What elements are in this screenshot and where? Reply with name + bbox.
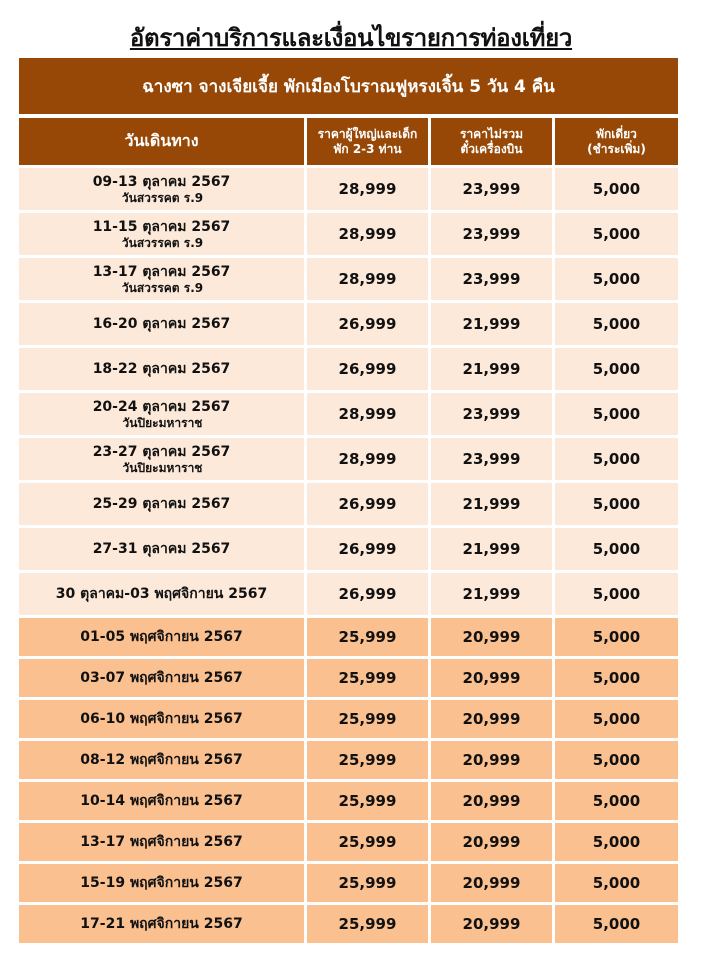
cell-price-adult bbox=[307, 393, 428, 435]
holiday-note: วันสวรรคต ร.9 bbox=[121, 235, 204, 250]
price-adult: 28,999 bbox=[338, 225, 397, 243]
cell-price-no-flight bbox=[431, 782, 552, 820]
header-single bbox=[555, 118, 678, 165]
cell-price-adult bbox=[307, 528, 428, 570]
price-single: 5,000 bbox=[592, 792, 641, 810]
cell-date bbox=[19, 700, 304, 738]
price-no-flight: 21,999 bbox=[462, 585, 521, 603]
cell-price-single bbox=[555, 213, 678, 255]
travel-date: 23-27 ตุลาคม 2567 bbox=[92, 443, 231, 460]
cell-price-single bbox=[555, 700, 678, 738]
travel-date: 18-22 ตุลาคม 2567 bbox=[92, 360, 231, 377]
cell-date bbox=[19, 258, 304, 300]
cell-price-no-flight bbox=[431, 864, 552, 902]
cell-date bbox=[19, 348, 304, 390]
price-single: 5,000 bbox=[592, 669, 641, 687]
price-no-flight: 21,999 bbox=[462, 495, 521, 513]
travel-date: 03-07 พฤศจิกายน 2567 bbox=[80, 669, 243, 686]
table-row bbox=[19, 258, 678, 300]
header-single-line2: (ชำระเพิ่ม) bbox=[587, 141, 646, 156]
price-adult: 25,999 bbox=[338, 669, 397, 687]
tour-banner: ฉางซา จางเจียเจี้ย พักเมืองโบราณฟูหรงเจิ้น 5 วัน 4 คืน bbox=[19, 58, 678, 114]
price-no-flight: 23,999 bbox=[462, 180, 521, 198]
cell-price-no-flight bbox=[431, 905, 552, 943]
price-adult: 26,999 bbox=[338, 540, 397, 558]
cell-price-no-flight bbox=[431, 573, 552, 615]
cell-date bbox=[19, 741, 304, 779]
cell-price-no-flight bbox=[431, 213, 552, 255]
table-row bbox=[19, 438, 678, 480]
price-no-flight: 23,999 bbox=[462, 405, 521, 423]
price-no-flight: 20,999 bbox=[462, 751, 521, 769]
cell-price-adult bbox=[307, 348, 428, 390]
cell-price-single bbox=[555, 741, 678, 779]
header-adult-line1: ราคาผู้ใหญ่และเด็ก bbox=[317, 126, 418, 141]
table-row bbox=[19, 741, 678, 779]
price-single: 5,000 bbox=[592, 315, 641, 333]
header-no-flight-line2: ตั๋วเครื่องบิน bbox=[460, 141, 523, 156]
header-adult bbox=[307, 118, 428, 165]
cell-price-no-flight bbox=[431, 823, 552, 861]
travel-date: 01-05 พฤศจิกายน 2567 bbox=[80, 628, 243, 645]
cell-price-no-flight bbox=[431, 348, 552, 390]
price-single: 5,000 bbox=[592, 915, 641, 933]
cell-price-adult bbox=[307, 618, 428, 656]
cell-date bbox=[19, 393, 304, 435]
table-row bbox=[19, 618, 678, 656]
price-single: 5,000 bbox=[592, 585, 641, 603]
cell-price-single bbox=[555, 618, 678, 656]
cell-date bbox=[19, 864, 304, 902]
price-no-flight: 21,999 bbox=[462, 315, 521, 333]
cell-price-single bbox=[555, 303, 678, 345]
price-adult: 25,999 bbox=[338, 792, 397, 810]
price-no-flight: 20,999 bbox=[462, 833, 521, 851]
cell-price-no-flight bbox=[431, 438, 552, 480]
table-row bbox=[19, 393, 678, 435]
cell-price-single bbox=[555, 348, 678, 390]
price-no-flight: 23,999 bbox=[462, 450, 521, 468]
cell-price-adult bbox=[307, 213, 428, 255]
cell-price-adult bbox=[307, 741, 428, 779]
table-row bbox=[19, 348, 678, 390]
holiday-note: วันปิยะมหาราช bbox=[122, 460, 203, 475]
header-date bbox=[19, 118, 304, 165]
cell-date bbox=[19, 483, 304, 525]
cell-date bbox=[19, 168, 304, 210]
price-no-flight: 23,999 bbox=[462, 225, 521, 243]
price-table bbox=[19, 118, 678, 946]
table-row bbox=[19, 659, 678, 697]
travel-date: 16-20 ตุลาคม 2567 bbox=[92, 315, 231, 332]
table-row bbox=[19, 905, 678, 943]
price-single: 5,000 bbox=[592, 710, 641, 728]
cell-price-adult bbox=[307, 864, 428, 902]
cell-price-no-flight bbox=[431, 258, 552, 300]
price-single: 5,000 bbox=[592, 270, 641, 288]
table-body bbox=[19, 168, 678, 943]
price-no-flight: 21,999 bbox=[462, 360, 521, 378]
header-adult-line2: พัก 2-3 ท่าน bbox=[333, 141, 402, 156]
holiday-note: วันสวรรคต ร.9 bbox=[121, 280, 204, 295]
table-row bbox=[19, 864, 678, 902]
cell-price-adult bbox=[307, 659, 428, 697]
table-row bbox=[19, 483, 678, 525]
price-no-flight: 20,999 bbox=[462, 792, 521, 810]
table-row bbox=[19, 700, 678, 738]
travel-date: 27-31 ตุลาคม 2567 bbox=[92, 540, 231, 557]
price-single: 5,000 bbox=[592, 360, 641, 378]
travel-date: 15-19 พฤศจิกายน 2567 bbox=[80, 874, 243, 891]
table-row bbox=[19, 573, 678, 615]
price-adult: 26,999 bbox=[338, 315, 397, 333]
travel-date: 11-15 ตุลาคม 2567 bbox=[92, 218, 231, 235]
cell-price-no-flight bbox=[431, 659, 552, 697]
cell-price-adult bbox=[307, 905, 428, 943]
table-row bbox=[19, 303, 678, 345]
price-adult: 26,999 bbox=[338, 360, 397, 378]
cell-price-no-flight bbox=[431, 303, 552, 345]
price-no-flight: 20,999 bbox=[462, 874, 521, 892]
holiday-note: วันสวรรคต ร.9 bbox=[121, 190, 204, 205]
cell-date bbox=[19, 438, 304, 480]
cell-date bbox=[19, 528, 304, 570]
table-row bbox=[19, 782, 678, 820]
price-adult: 26,999 bbox=[338, 495, 397, 513]
price-adult: 25,999 bbox=[338, 751, 397, 769]
price-no-flight: 20,999 bbox=[462, 669, 521, 687]
price-single: 5,000 bbox=[592, 833, 641, 851]
travel-date: 17-21 พฤศจิกายน 2567 bbox=[80, 915, 243, 932]
travel-date: 06-10 พฤศจิกายน 2567 bbox=[80, 710, 243, 727]
cell-price-no-flight bbox=[431, 168, 552, 210]
cell-date bbox=[19, 782, 304, 820]
price-adult: 28,999 bbox=[338, 450, 397, 468]
price-single: 5,000 bbox=[592, 180, 641, 198]
travel-date: 08-12 พฤศจิกายน 2567 bbox=[80, 751, 243, 768]
price-no-flight: 20,999 bbox=[462, 628, 521, 646]
travel-date: 25-29 ตุลาคม 2567 bbox=[92, 495, 231, 512]
cell-price-single bbox=[555, 864, 678, 902]
price-single: 5,000 bbox=[592, 450, 641, 468]
price-no-flight: 20,999 bbox=[462, 710, 521, 728]
price-single: 5,000 bbox=[592, 225, 641, 243]
travel-date: 10-14 พฤศจิกายน 2567 bbox=[80, 792, 243, 809]
header-date-label: วันเดินทาง bbox=[124, 131, 199, 150]
table-header bbox=[19, 118, 678, 165]
price-single: 5,000 bbox=[592, 540, 641, 558]
cell-price-no-flight bbox=[431, 528, 552, 570]
holiday-note: วันปิยะมหาราช bbox=[122, 415, 203, 430]
price-no-flight: 21,999 bbox=[462, 540, 521, 558]
table-row bbox=[19, 823, 678, 861]
cell-price-adult bbox=[307, 438, 428, 480]
cell-price-adult bbox=[307, 823, 428, 861]
cell-date bbox=[19, 823, 304, 861]
price-no-flight: 20,999 bbox=[462, 915, 521, 933]
travel-date: 09-13 ตุลาคม 2567 bbox=[92, 173, 231, 190]
cell-date bbox=[19, 659, 304, 697]
cell-date bbox=[19, 573, 304, 615]
cell-price-adult bbox=[307, 573, 428, 615]
cell-price-no-flight bbox=[431, 741, 552, 779]
cell-price-adult bbox=[307, 258, 428, 300]
cell-date bbox=[19, 213, 304, 255]
cell-price-single bbox=[555, 573, 678, 615]
header-single-line1: พักเดี่ยว bbox=[596, 126, 637, 141]
page-title: อัตราค่าบริการและเงื่อนไขรายการท่องเที่ยว bbox=[129, 24, 573, 52]
price-adult: 25,999 bbox=[338, 874, 397, 892]
table-row bbox=[19, 213, 678, 255]
cell-price-single bbox=[555, 659, 678, 697]
price-single: 5,000 bbox=[592, 751, 641, 769]
cell-price-single bbox=[555, 168, 678, 210]
cell-price-single bbox=[555, 483, 678, 525]
price-adult: 28,999 bbox=[338, 270, 397, 288]
cell-price-no-flight bbox=[431, 700, 552, 738]
cell-price-adult bbox=[307, 483, 428, 525]
cell-price-single bbox=[555, 393, 678, 435]
cell-price-no-flight bbox=[431, 618, 552, 656]
cell-price-adult bbox=[307, 700, 428, 738]
price-adult: 25,999 bbox=[338, 710, 397, 728]
travel-date: 30 ตุลาคม-03 พฤศจิกายน 2567 bbox=[55, 585, 268, 602]
cell-price-adult bbox=[307, 782, 428, 820]
price-no-flight: 23,999 bbox=[462, 270, 521, 288]
cell-price-single bbox=[555, 823, 678, 861]
price-single: 5,000 bbox=[592, 495, 641, 513]
cell-date bbox=[19, 303, 304, 345]
header-no-flight bbox=[431, 118, 552, 165]
price-adult: 28,999 bbox=[338, 405, 397, 423]
cell-price-single bbox=[555, 905, 678, 943]
cell-price-adult bbox=[307, 303, 428, 345]
cell-price-no-flight bbox=[431, 483, 552, 525]
price-adult: 25,999 bbox=[338, 833, 397, 851]
price-single: 5,000 bbox=[592, 874, 641, 892]
cell-price-single bbox=[555, 528, 678, 570]
price-single: 5,000 bbox=[592, 405, 641, 423]
travel-date: 20-24 ตุลาคม 2567 bbox=[92, 398, 231, 415]
travel-date: 13-17 ตุลาคม 2567 bbox=[92, 263, 231, 280]
header-no-flight-line1: ราคาไม่รวม bbox=[460, 126, 523, 141]
price-single: 5,000 bbox=[592, 628, 641, 646]
price-adult: 25,999 bbox=[338, 915, 397, 933]
cell-price-single bbox=[555, 782, 678, 820]
cell-price-single bbox=[555, 438, 678, 480]
table-row bbox=[19, 168, 678, 210]
table-row bbox=[19, 528, 678, 570]
price-adult: 26,999 bbox=[338, 585, 397, 603]
cell-price-adult bbox=[307, 168, 428, 210]
cell-price-single bbox=[555, 258, 678, 300]
cell-price-no-flight bbox=[431, 393, 552, 435]
price-adult: 25,999 bbox=[338, 628, 397, 646]
cell-date bbox=[19, 618, 304, 656]
price-adult: 28,999 bbox=[338, 180, 397, 198]
travel-date: 13-17 พฤศจิกายน 2567 bbox=[80, 833, 243, 850]
cell-date bbox=[19, 905, 304, 943]
